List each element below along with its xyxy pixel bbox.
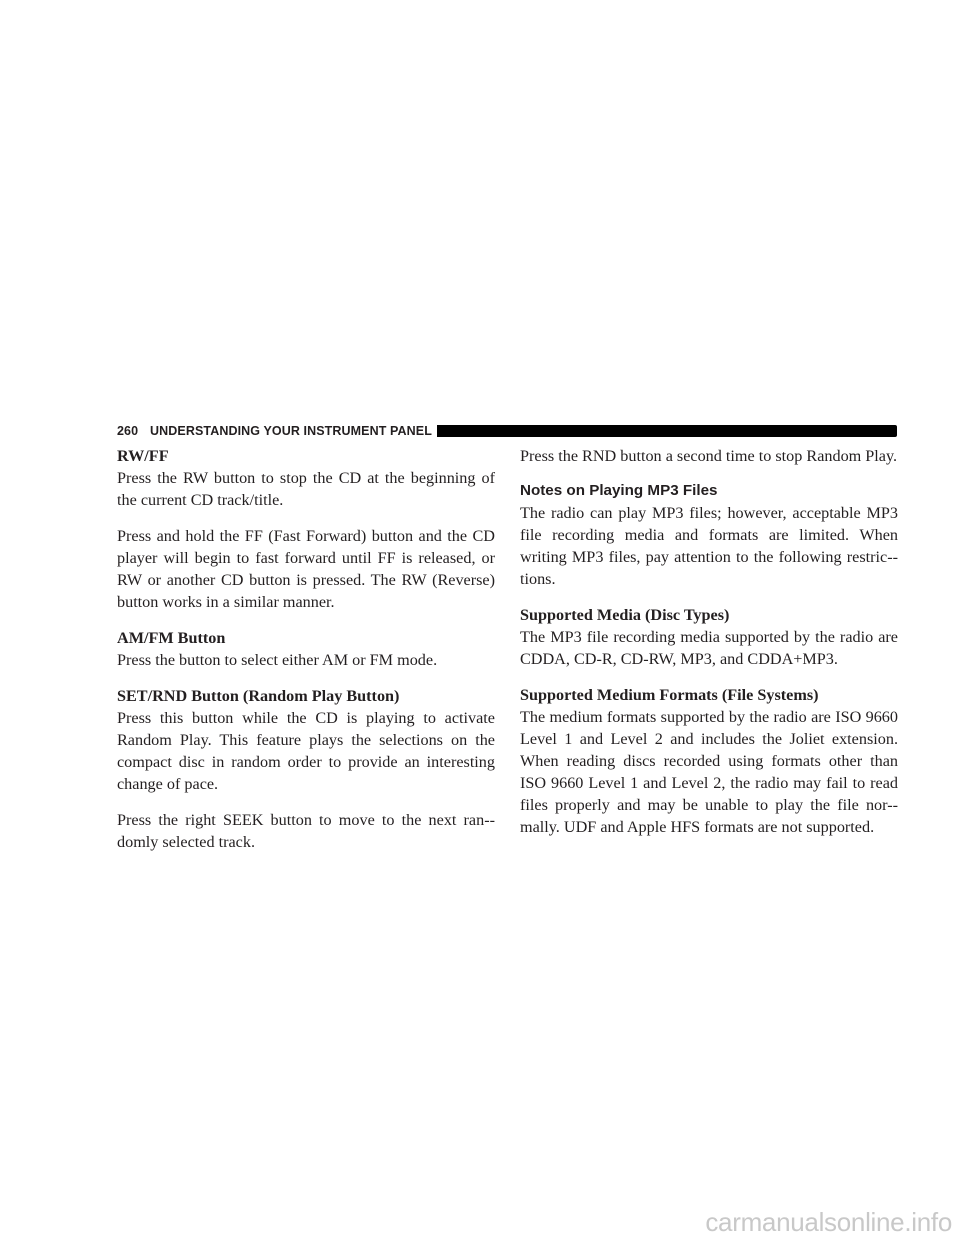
formats-paragraph: The medium formats supported by the radio are ISO 9660 Level 1 and Level 2 and includes the Joliet extension. When reading discs recorded using formats other than ISO 9660 Level 1 and Level 2, the radio may fail to read files properly and may be unable to play the file nor-mally. UDF and Apple HFS formats are not supported. bbox=[520, 708, 898, 836]
right-column bbox=[520, 445, 898, 852]
amfm-heading: AM/FM Button bbox=[117, 629, 226, 647]
rwff-section-2 bbox=[117, 525, 495, 613]
mp3-intro-section bbox=[520, 502, 898, 590]
setrnd-paragraph-1: Press this button while the CD is playing to activate Random Play. This feature plays the selections on the compact disc in random order to provide an interesting change of pace. bbox=[117, 709, 495, 793]
watermark: carmanualsonline.info bbox=[705, 1207, 952, 1237]
page-header bbox=[117, 422, 897, 440]
formats-section bbox=[520, 684, 898, 838]
formats-heading: Supported Medium Formats (File Systems) bbox=[520, 686, 819, 704]
mp3-section-heading: Notes on Playing MP3 Files bbox=[520, 482, 718, 499]
mp3-paragraph: The radio can play MP3 files; however, acceptable MP3 file recording media and formats are limited. When writing MP3 files, pay attention to the following restric-tions. bbox=[520, 504, 898, 588]
rwff-heading: RW/FF bbox=[117, 447, 169, 465]
setrnd-section bbox=[117, 685, 495, 795]
media-paragraph: The MP3 file recording media supported by the radio are CDDA, CD-R, CD-RW, MP3, and CDDA+MP3. bbox=[520, 628, 898, 668]
page-number: 260 bbox=[117, 424, 139, 438]
amfm-section bbox=[117, 627, 495, 671]
header-rule bbox=[437, 425, 897, 437]
setrnd-heading: SET/RND Button (Random Play Button) bbox=[117, 687, 400, 705]
running-title: UNDERSTANDING YOUR INSTRUMENT PANEL bbox=[150, 424, 432, 438]
rnd-paragraph-3: Press the RND button a second time to stop Random Play. bbox=[520, 447, 898, 465]
media-section bbox=[520, 604, 898, 670]
media-heading: Supported Media (Disc Types) bbox=[520, 606, 730, 624]
left-column bbox=[117, 445, 495, 867]
rwff-paragraph-2: Press and hold the FF (Fast Forward) button and the CD player will begin to fast forward until FF is released, or RW or another CD button is pressed. The RW (Reverse) button works in a similar manner. bbox=[117, 527, 495, 611]
setrnd-section-2 bbox=[117, 809, 495, 853]
amfm-paragraph: Press the button to select either AM or FM mode. bbox=[117, 651, 438, 669]
setrnd-paragraph-2: Press the right SEEK button to move to the next ran-domly selected track. bbox=[117, 811, 495, 851]
rwff-paragraph-1: Press the RW button to stop the CD at the beginning of the current CD track/title. bbox=[117, 469, 495, 509]
rwff-section bbox=[117, 445, 495, 511]
